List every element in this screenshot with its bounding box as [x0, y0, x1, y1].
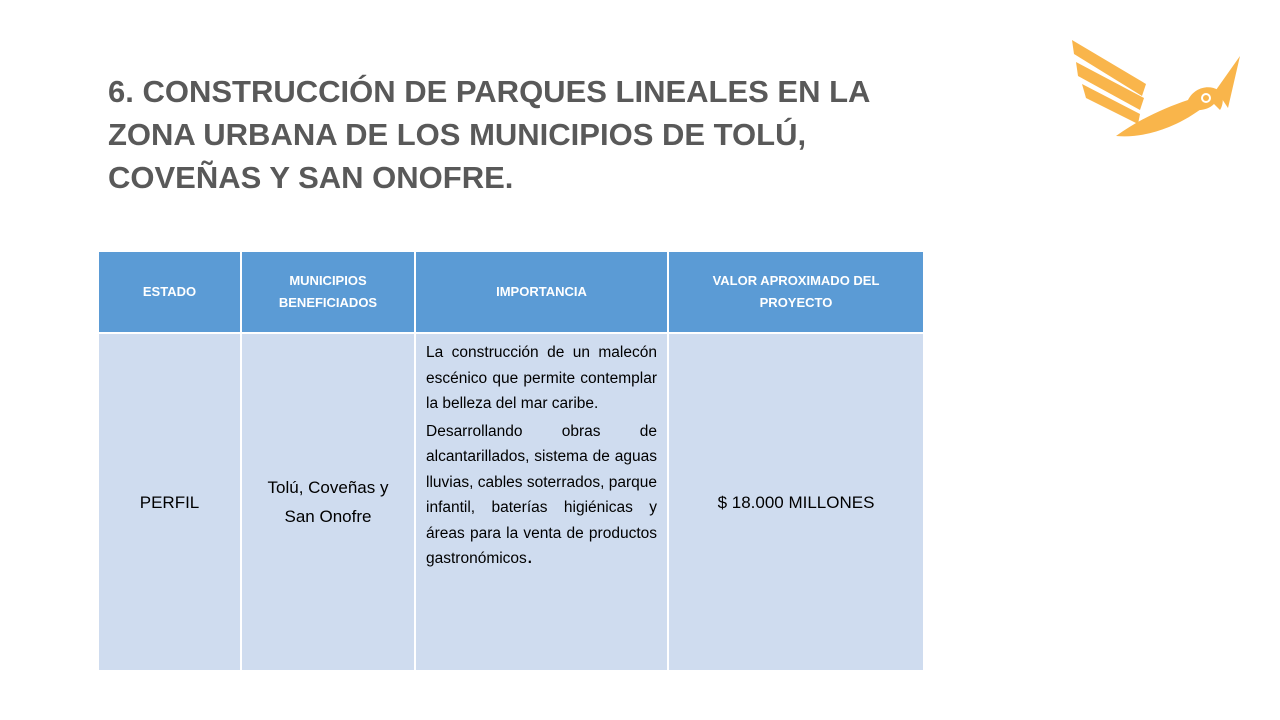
table-header-row [98, 251, 924, 333]
cell-estado: PERFIL [98, 333, 241, 671]
municipios-text: Tolú, Coveñas y San Onofre [267, 478, 389, 526]
header-municipios: MUNICIPIOS BENEFICIADOS [241, 251, 415, 333]
header-importancia: IMPORTANCIA [415, 251, 668, 333]
slide-title: 6. CONSTRUCCIÓN DE PARQUES LINEALES EN LA ZONA URBANA DE LOS MUNICIPIOS DE TOLÚ, COVEÑAS Y SAN ONOFRE. [108, 74, 870, 195]
importancia-paragraph-1: La construcción de un malecón escénico que permite contemplar la belleza del mar caribe. [426, 344, 657, 412]
project-table [97, 250, 925, 672]
importancia-paragraph-2 [426, 419, 657, 572]
bird-icon [1068, 38, 1244, 142]
header-valor: VALOR APROXIMADO DEL PROYECTO [668, 251, 924, 333]
table-row [98, 333, 924, 671]
header-estado: ESTADO [98, 251, 241, 333]
cell-importancia [415, 333, 668, 671]
cell-municipios [241, 333, 415, 671]
cell-valor: $ 18.000 MILLONES [668, 333, 924, 671]
importancia-paragraph-2-text: Desarrollando obras de alcantarillados, sistema de aguas lluvias, cables soterrados, parque infantil, baterías higiénicas y áreas para la venta de productos gastronómicos [426, 422, 657, 567]
importancia-period: . [526, 543, 533, 568]
